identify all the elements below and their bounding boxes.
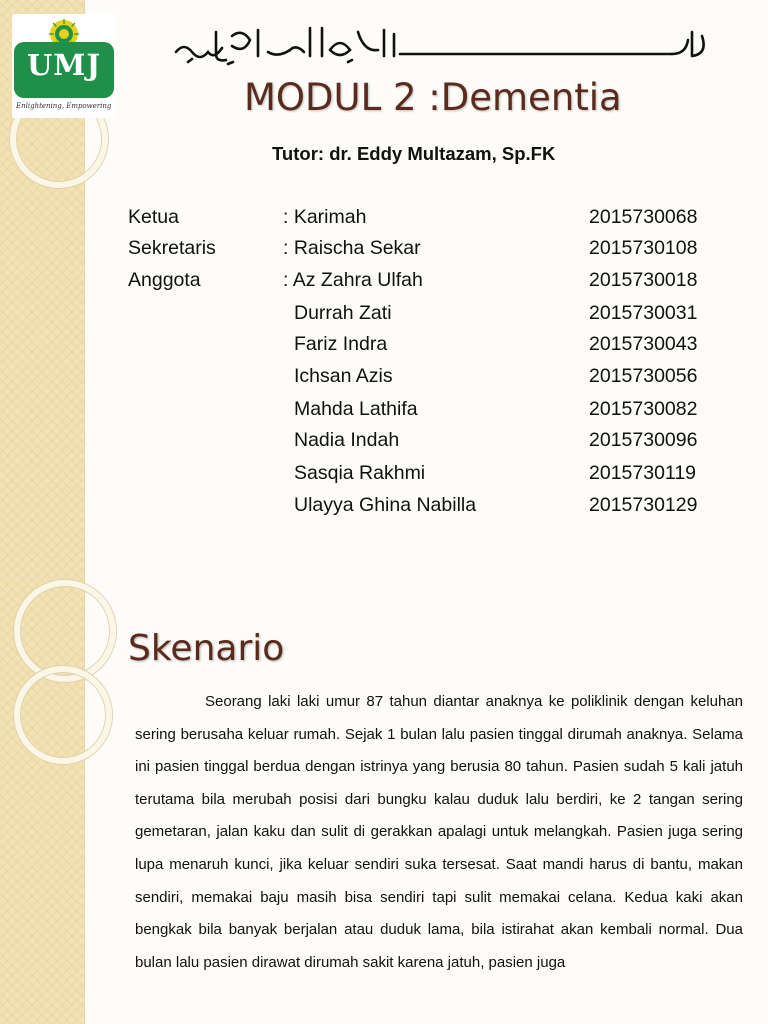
member-nim: 2015730068: [589, 206, 698, 228]
member-row: [128, 269, 728, 297]
member-name: Mahda Lathifa: [294, 398, 418, 420]
member-name: Durrah Zati: [294, 302, 392, 324]
member-row: [128, 333, 728, 361]
logo-badge: [14, 42, 114, 98]
member-nim: 2015730108: [589, 237, 698, 259]
member-nim: 2015730018: [589, 269, 698, 291]
member-row: [128, 462, 728, 490]
section-title: Skenario: [128, 628, 285, 669]
member-nim: 2015730056: [589, 365, 698, 387]
member-name: : Az Zahra Ulfah: [283, 269, 423, 291]
member-name: Ichsan Azis: [294, 365, 393, 387]
member-row: [128, 206, 728, 234]
bismillah-calligraphy-icon: [172, 22, 712, 68]
slide-skenario: [0, 580, 768, 1024]
member-nim: 2015730043: [589, 333, 698, 355]
slide-divider: [0, 578, 84, 579]
member-name: Ulayya Ghina Nabilla: [294, 494, 477, 516]
member-nim: 2015730082: [589, 398, 698, 420]
member-role: Sekretaris: [128, 237, 216, 259]
member-row: [128, 237, 728, 265]
member-name: Sasqia Rakhmi: [294, 462, 426, 484]
member-row: [128, 398, 728, 426]
member-nim: 2015730031: [589, 302, 698, 324]
member-nim: 2015730096: [589, 429, 698, 451]
member-role: Ketua: [128, 206, 179, 228]
member-nim: 2015730129: [589, 494, 698, 516]
member-row: [128, 429, 728, 457]
tutor-line: Tutor: dr. Eddy Multazam, Sp.FK: [272, 143, 556, 164]
member-name: : Karimah: [283, 206, 367, 228]
logo-text: UMJ: [26, 48, 102, 82]
member-nim: 2015730119: [589, 462, 697, 484]
skenario-paragraph: Seorang laki laki umur 87 tahun diantar anaknya ke poliklinik dengan keluhan sering berusaha keluar rumah. Sejak 1 bulan lalu pasien tinggal dirumah anaknya. Selama ini pasien tinggal berdua dengan istrinya yang berusia 80 tahun. Pasien sudah 5 kali jatuh terutama bila merubah posisi dari bungku kalau duduk lalu berdiri, ke 2 tangan sering gemetaran, jalan kaku dan sulit di gerakkan apalagi untuk melangkah. Pasien juga sering lupa menaruh kunci, jika keluar sendiri suka tersesat. Saat mandi harus di bantu, makan sendiri, memakai baju masih bisa sendiri tapi sulit memakai celana. Kedua kaki akan bengkak bila banyak berjalan atau duduk lama, bila istirahat akan kembali normal. Dua bulan lalu pasien dirawat dirumah sakit karena jatuh, pasien juga: [135, 693, 743, 971]
member-row: [128, 494, 728, 522]
member-role: Anggota: [128, 269, 201, 291]
logo-tagline: Enlightening, Empowering: [16, 102, 112, 110]
member-name: Fariz Indra: [294, 333, 388, 355]
member-row: [128, 302, 728, 330]
member-row: [128, 365, 728, 393]
page-title: MODUL 2 :Dementia: [244, 76, 622, 119]
umj-logo: [12, 14, 116, 118]
member-name: Nadia Indah: [294, 429, 400, 451]
member-name: : Raischa Sekar: [283, 237, 421, 259]
